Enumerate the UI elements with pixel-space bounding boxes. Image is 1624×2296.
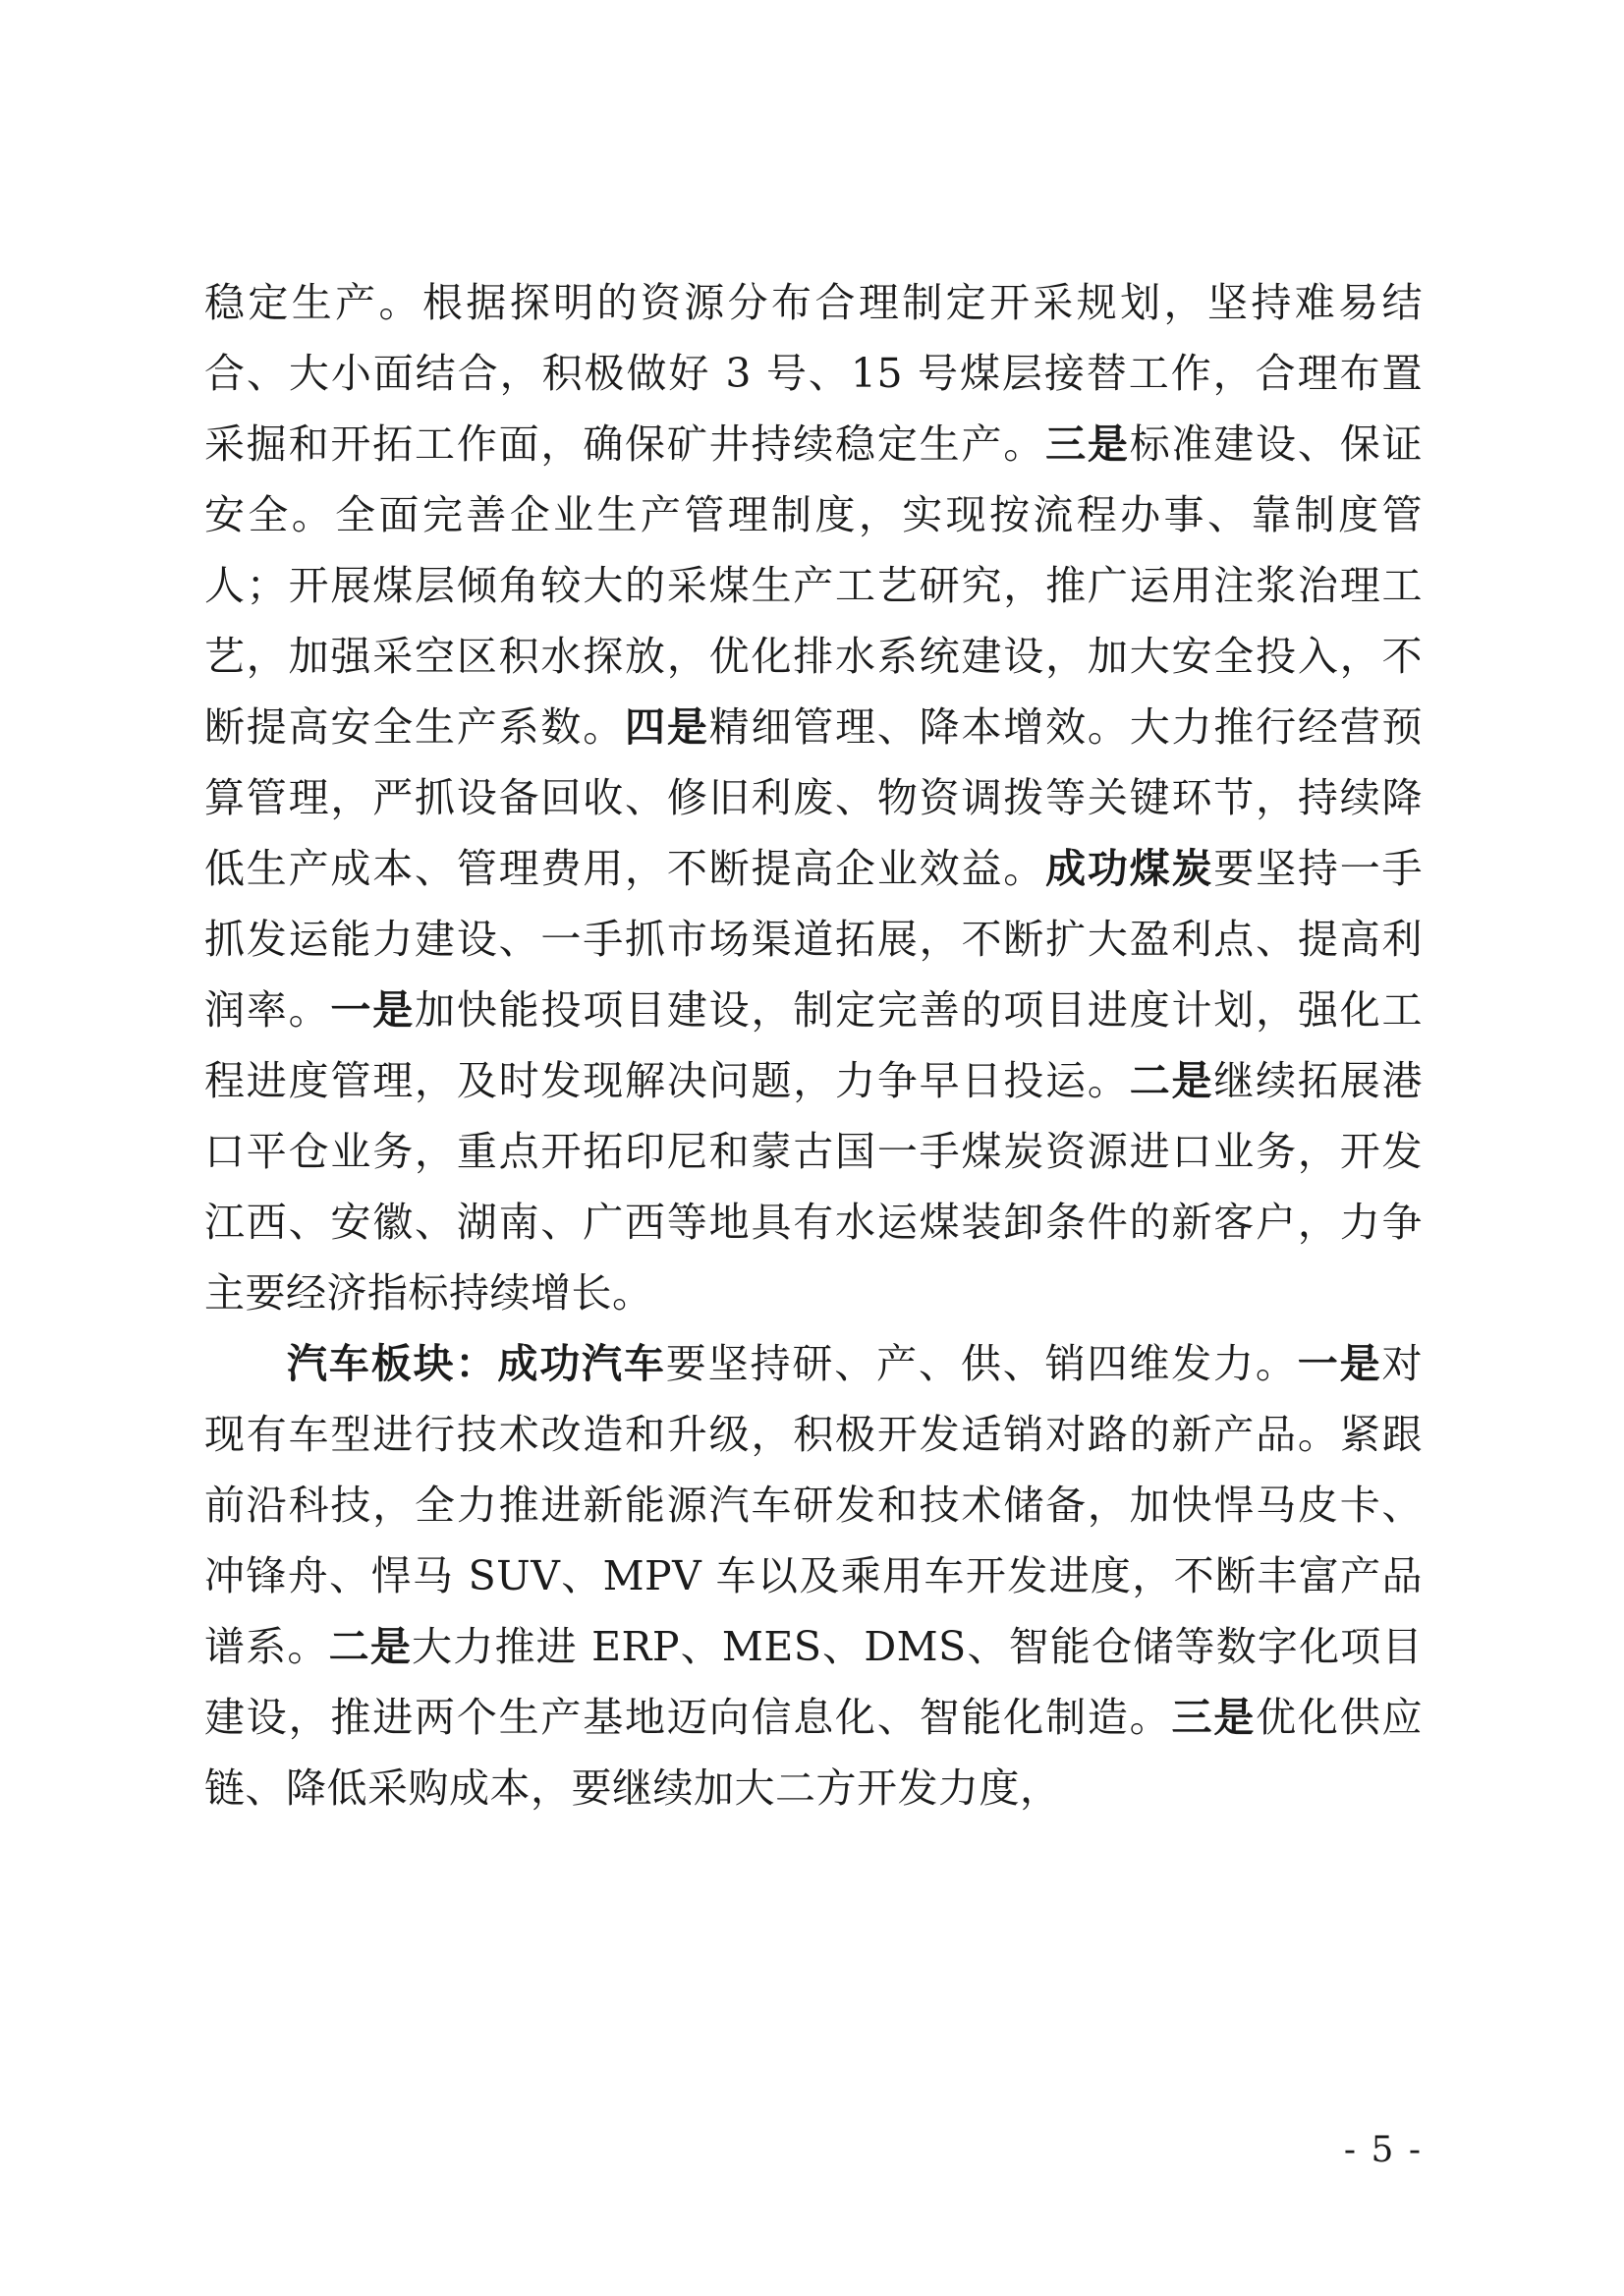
text-run-bold: 成功汽车 — [497, 1340, 666, 1387]
text-run-bold: 汽车板块： — [287, 1340, 498, 1387]
text-run-bold: 四是 — [625, 703, 709, 751]
text-run: 精细管理、降本增效。大力推行经营预算管理，严抓设备回收、修旧利废、物资调拨等关键环节，持续降低生产成本、管理费用，不断提高企业效益。 — [204, 703, 1424, 892]
text-run: 继续拓展港口平仓业务，重点开拓印尼和蒙古国一手煤炭资源进口业务，开发江西、安徽、湖南、广西等地具有水运煤装卸条件的新客户，力争主要经济指标持续增长。 — [204, 1057, 1424, 1316]
page-number: - 5 - — [1343, 2130, 1423, 2170]
text-run-bold: 二是 — [328, 1623, 413, 1670]
text-run: 要坚持研、产、供、销四维发力。 — [665, 1340, 1298, 1387]
text-run: 大力推进 ERP、MES、DMS、智能仓储等数字化项目建设，推进两个生产基地迈向信息化、智能化制造。 — [204, 1623, 1424, 1741]
text-run-bold: 二是 — [1129, 1057, 1214, 1104]
text-run: 对现有车型进行技术改造和升级，积极开发适销对路的新产品。紧跟前沿科技，全力推进新能源汽车研发和技术储备，加快悍马皮卡、冲锋舟、悍马 SUV、MPV 车以及乘用车开发进度，不断丰富产品谱系。 — [204, 1340, 1424, 1670]
text-run-bold: 成功煤炭 — [1045, 845, 1214, 892]
text-run-bold: 三是 — [1045, 420, 1130, 468]
text-run: 稳定生产。根据探明的资源分布合理制定开采规划，坚持难易结合、大小面结合，积极做好 3 号、15 号煤层接替工作，合理布置采掘和开拓工作面，确保矿井持续稳定生产。 — [204, 279, 1423, 468]
text-run-bold: 三是 — [1171, 1694, 1257, 1741]
text-run-bold: 一是 — [330, 986, 416, 1034]
paragraph-2 — [204, 1328, 1423, 1823]
paragraph-1 — [204, 267, 1423, 1328]
text-run: 标准建设、保证安全。全面完善企业生产管理制度，实现按流程办事、靠制度管人；开展煤层倾角较大的采煤生产工艺研究，推广运用注浆治理工艺，加强采空区积水探放，优化排水系统建设，加大安全投入，不断提高安全生产系数。 — [204, 420, 1424, 751]
text-run-bold: 一是 — [1297, 1340, 1382, 1387]
text-run: 优化供应链、降低采购成本，要继续加大二方开发力度， — [204, 1694, 1424, 1812]
text-run: 加快能投项目建设，制定完善的项目进度计划，强化工程进度管理，及时发现解决问题，力争早日投运。 — [204, 986, 1424, 1104]
page-body — [204, 267, 1423, 1823]
text-run: 要坚持一手抓发运能力建设、一手抓市场渠道拓展，不断扩大盈利点、提高利润率。 — [204, 845, 1424, 1034]
